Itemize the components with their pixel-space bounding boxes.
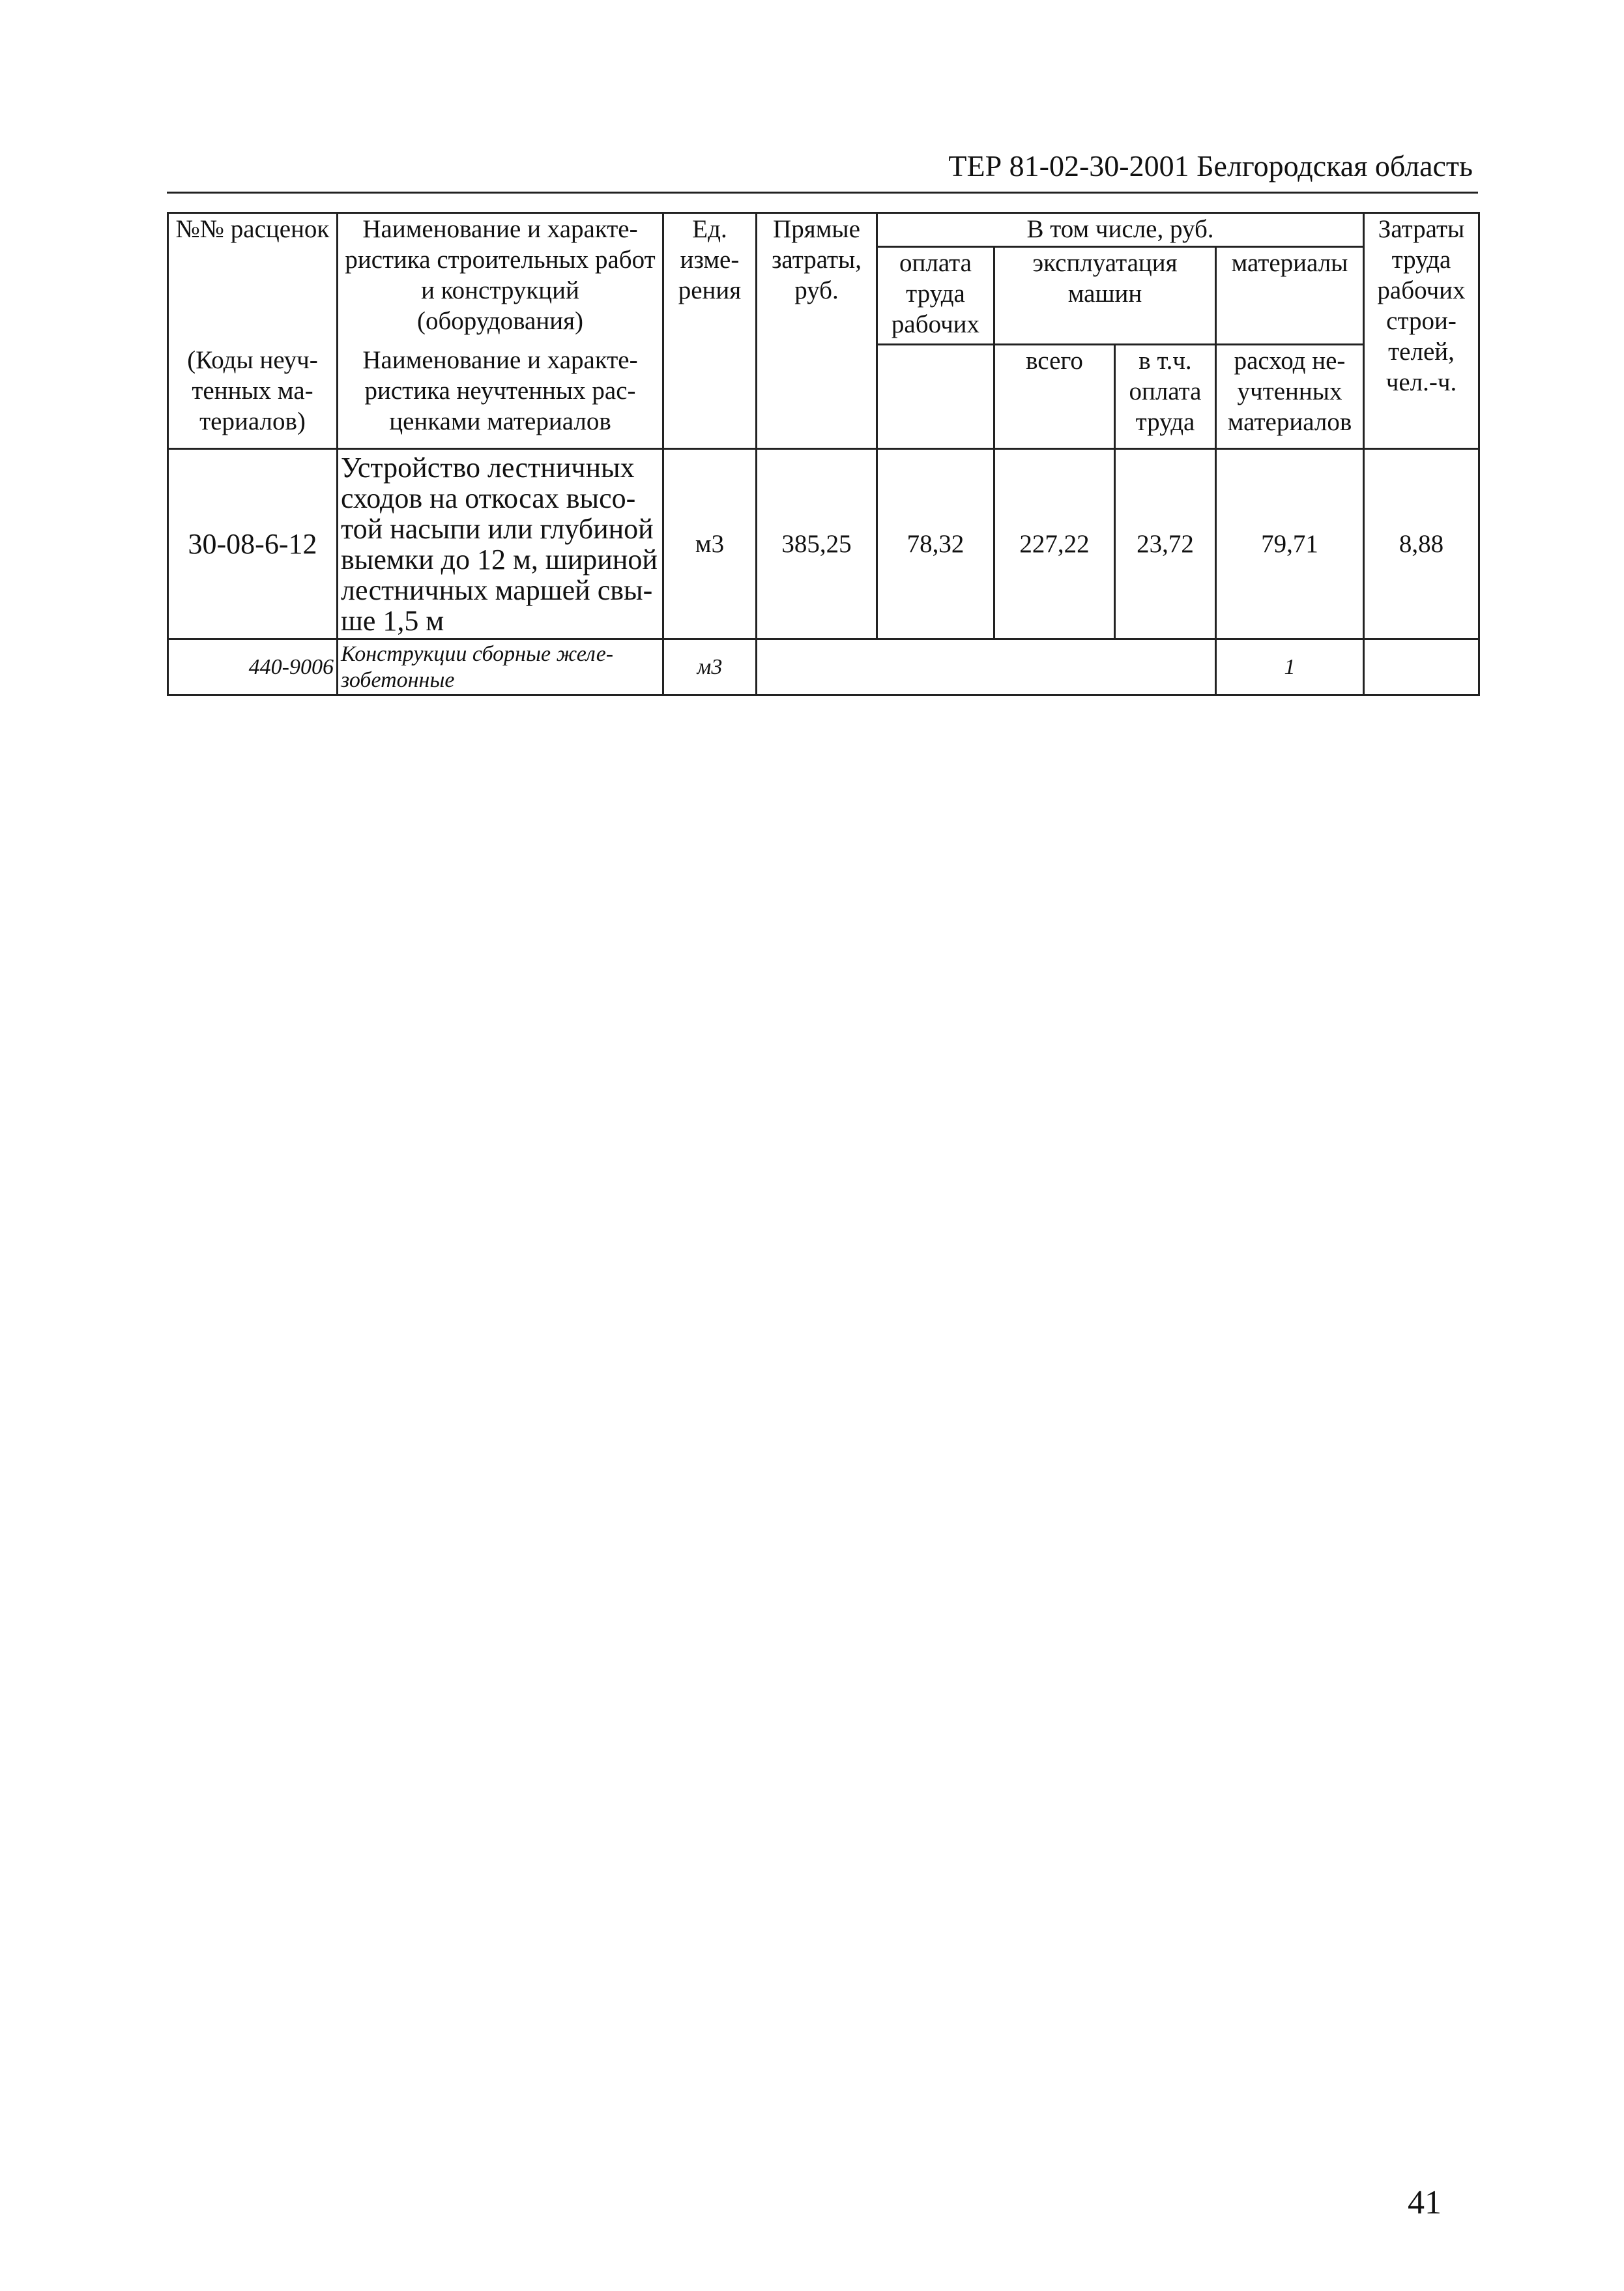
document-header: ТЕР 81-02-30-2001 Белгородская область [948, 149, 1473, 182]
row-unit: м3 [663, 449, 757, 639]
header-machines-total: всего [994, 345, 1115, 449]
header-code: №№ расценок [168, 213, 338, 345]
header-materials: материалы [1216, 247, 1364, 345]
header-name-sub: Наименование и характе-ристика неучтенных рас-ценками материалов [338, 345, 663, 449]
material-labor-empty [1364, 639, 1479, 695]
row-machines-labor: 23,72 [1115, 449, 1216, 639]
header-unit: Ед. изме-рения [663, 213, 757, 449]
row-direct: 385,25 [757, 449, 877, 639]
page-number: 41 [1408, 2184, 1442, 2221]
header-labor-cost: Затраты труда рабочих строи-телей, чел.-ч. [1364, 213, 1479, 449]
header-rule [167, 192, 1478, 194]
material-unit: м3 [663, 639, 757, 695]
row-machines-total: 227,22 [994, 449, 1115, 639]
row-labor-cost: 8,88 [1364, 449, 1479, 639]
header-labor-pay: оплата труда рабочих [877, 247, 994, 345]
header-code-sub: (Коды неуч-тенных ма-териалов) [168, 345, 338, 449]
material-code: 440-9006 [168, 639, 338, 695]
header-including: В том числе, руб. [877, 213, 1364, 247]
row-code: 30-08-6-12 [168, 449, 338, 639]
material-row [168, 639, 1479, 695]
header-labor-pay-empty [877, 345, 994, 449]
rates-table [167, 212, 1480, 696]
material-quantity: 1 [1216, 639, 1364, 695]
material-name: Конструкции сборные желе-зобетонные [338, 639, 663, 695]
header-materials-sub: расход не-учтенных материалов [1216, 345, 1364, 449]
header-machines: эксплуатация машин [994, 247, 1216, 345]
header-name: Наименование и характе-ристика строительных работ и конструкций (оборудования) [338, 213, 663, 345]
table-row [168, 449, 1479, 639]
header-machines-labor: в т.ч. оплата труда [1115, 345, 1216, 449]
row-materials: 79,71 [1216, 449, 1364, 639]
row-labor-pay: 78,32 [877, 449, 994, 639]
header-direct: Прямые затраты, руб. [757, 213, 877, 449]
row-name: Устройство лестничных сходов на откосах высо-той насыпи или глубиной выемки до 12 м, шириной лестничных маршей свы-ше 1,5 м [338, 449, 663, 639]
material-empty-span [757, 639, 1216, 695]
